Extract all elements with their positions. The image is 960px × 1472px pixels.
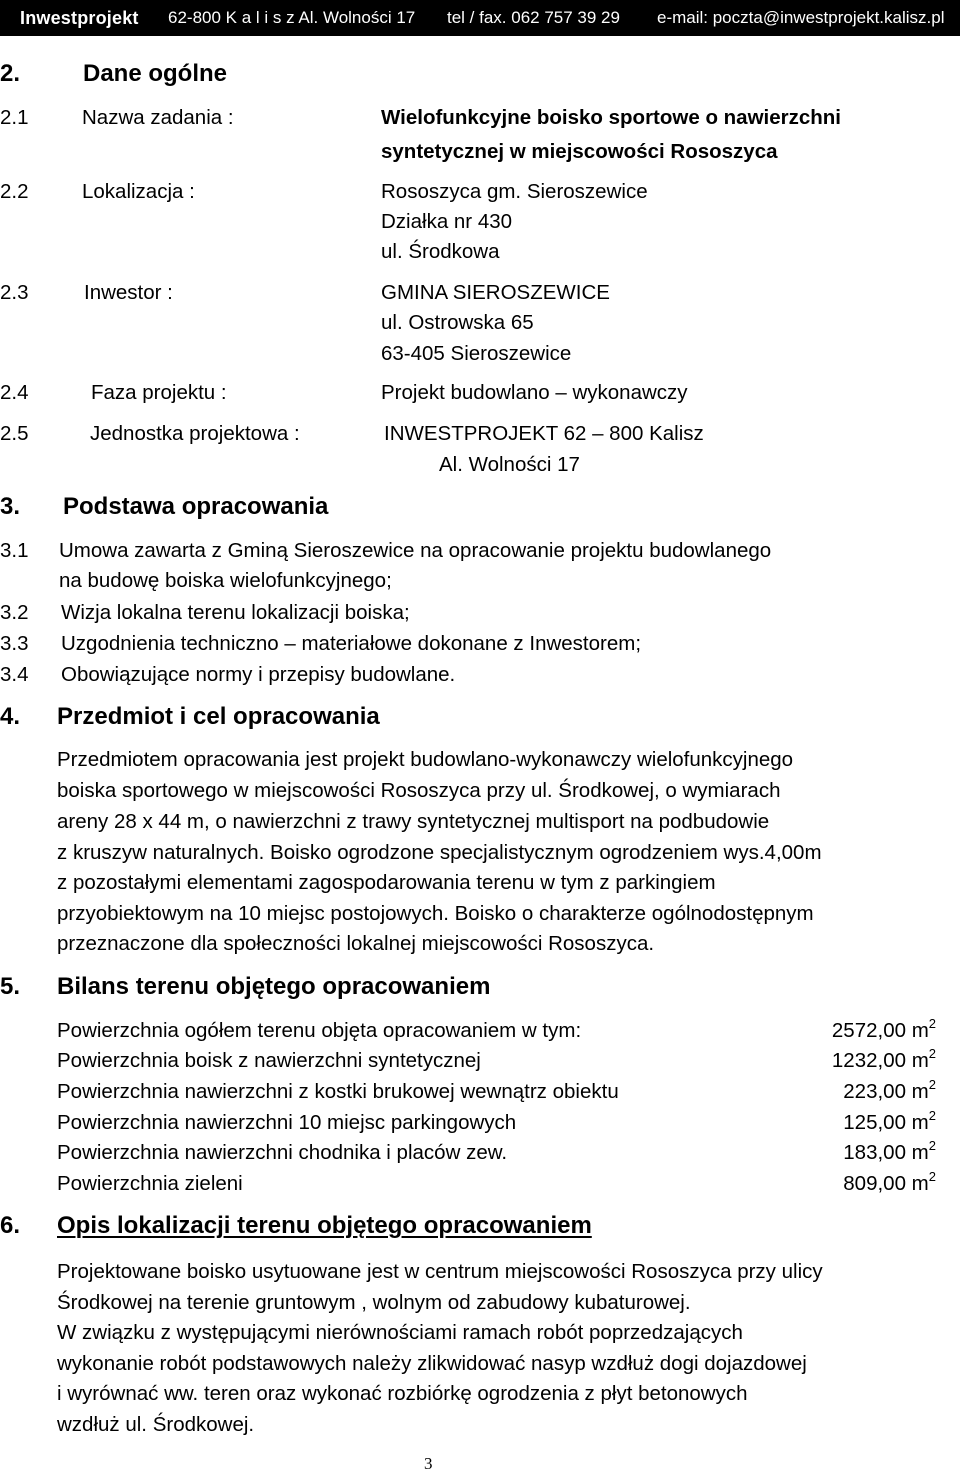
- section-6-paragraph-line: W związku z występującymi nierównościami ramach robót poprzedzających: [57, 1321, 743, 1344]
- item-2-5-value-line1: INWESTPROJEKT 62 – 800 Kalisz: [384, 422, 704, 445]
- item-2-2-number: 2.2: [0, 180, 29, 203]
- item-3-1-line1: Umowa zawarta z Gminą Sieroszewice na opracowanie projektu budowlanego: [59, 539, 772, 562]
- section-2-title: Dane ogólne: [83, 60, 228, 87]
- section-6-number: 6.: [0, 1212, 21, 1239]
- company-phone: tel / fax. 062 757 39 29: [447, 8, 620, 27]
- balance-row-value: 1232,00 $m^2$: [831, 1046, 936, 1072]
- item-2-2-label: Lokalizacja :: [82, 180, 195, 203]
- item-2-3-value-line2: ul. Ostrowska 65: [381, 311, 534, 334]
- balance-row-value: 223,00 $m^2$: [843, 1077, 936, 1103]
- item-2-1-label: Nazwa zadania :: [82, 106, 234, 129]
- section-6-paragraph-line: Projektowane boisko usytuowane jest w centrum miejscowości Rososzyca przy ulicy: [57, 1260, 823, 1283]
- balance-row-label: Powierzchnia boisk z nawierzchni syntetycznej: [57, 1049, 481, 1072]
- section-6-paragraph-line: i wyrównać ww. teren oraz wykonać rozbiórkę ogrodzenia z płyt betonowych: [57, 1382, 748, 1405]
- section-5-title: Bilans terenu objętego opracowaniem: [57, 973, 491, 1000]
- section-4-paragraph-line: przeznaczone dla społeczności lokalnej miejscowości Rososzyca.: [57, 932, 655, 955]
- balance-row-label: Powierzchnia zieleni: [57, 1172, 243, 1195]
- balance-row-value: 2572,00 $m^2$: [831, 1016, 936, 1042]
- item-2-5-number: 2.5: [0, 422, 29, 445]
- item-3-1-line2: na budowę boiska wielofunkcyjnego;: [59, 569, 392, 592]
- item-2-1-value-line2: syntetycznej w miejscowości Rososzyca: [381, 140, 778, 163]
- item-2-3-number: 2.3: [0, 281, 29, 304]
- balance-row-label: Powierzchnia nawierzchni 10 miejsc parkingowych: [57, 1111, 517, 1134]
- section-6-title: Opis lokalizacji terenu objętego opracowaniem: [57, 1212, 592, 1239]
- item-3-2-text: Wizja lokalna terenu lokalizacji boiska;: [61, 601, 410, 624]
- section-3-title: Podstawa opracowania: [63, 493, 329, 520]
- item-3-3-number: 3.3: [0, 632, 29, 655]
- company-email: e-mail: poczta@inwestprojekt.kalisz.pl: [657, 8, 945, 27]
- item-2-4-value: Projekt budowlano – wykonawczy: [381, 381, 688, 404]
- item-2-4-label: Faza projektu :: [91, 381, 227, 404]
- item-3-4-number: 3.4: [0, 663, 29, 686]
- section-6-paragraph-line: Środkowej na terenie gruntowym , wolnym od zabudowy kubaturowej.: [57, 1291, 691, 1314]
- section-2-number: 2.: [0, 60, 21, 87]
- section-4-number: 4.: [0, 703, 21, 730]
- item-2-3-value-line3: 63-405 Sieroszewice: [381, 342, 572, 365]
- section-4-paragraph-line: Przedmiotem opracowania jest projekt budowlano-wykonawczy wielofunkcyjnego: [57, 748, 794, 771]
- item-2-1-number: 2.1: [0, 106, 29, 129]
- item-3-1-number: 3.1: [0, 539, 29, 562]
- company-address: 62-800 K a l i s z Al. Wolności 17: [168, 8, 416, 27]
- section-6-paragraph-line: wzdłuż ul. Środkowej.: [57, 1413, 255, 1436]
- balance-row-label: Powierzchnia ogółem terenu objęta opracowaniem w tym:: [57, 1019, 582, 1042]
- page-number: 3: [424, 1454, 433, 1472]
- balance-row-label: Powierzchnia nawierzchni z kostki brukowej wewnątrz obiektu: [57, 1080, 619, 1103]
- balance-row-value: 183,00 $m^2$: [843, 1138, 936, 1164]
- balance-row-value: 809,00 $m^2$: [843, 1169, 936, 1195]
- item-2-2-value-line3: ul. Środkowa: [381, 240, 500, 263]
- item-2-3-value-line1: GMINA SIEROSZEWICE: [381, 281, 610, 304]
- item-3-2-number: 3.2: [0, 601, 29, 624]
- section-4-paragraph-line: przyobiektowym na 10 miejsc postojowych. Boisko o charakterze ogólnodostępnym: [57, 902, 814, 925]
- item-2-2-value-line2: Działka nr 430: [381, 210, 513, 233]
- item-2-4-number: 2.4: [0, 381, 29, 404]
- item-3-4-text: Obowiązujące normy i przepisy budowlane.: [61, 663, 456, 686]
- item-2-5-label: Jednostka projektowa :: [90, 422, 300, 445]
- item-2-3-label: Inwestor :: [84, 281, 173, 304]
- item-3-3-text: Uzgodnienia techniczno – materiałowe dokonane z Inwestorem;: [61, 632, 642, 655]
- section-3-number: 3.: [0, 493, 21, 520]
- section-4-title: Przedmiot i cel opracowania: [57, 703, 380, 730]
- section-4-paragraph-line: boiska sportowego w miejscowości Rososzyca przy ul. Środkowej, o wymiarach: [57, 779, 781, 802]
- item-2-1-value-line1: Wielofunkcyjne boisko sportowe o nawierzchni: [381, 106, 841, 129]
- section-4-paragraph-line: z kruszyw naturalnych. Boisko ogrodzone specjalistycznym ogrodzeniem wys.4,00m: [57, 841, 822, 864]
- item-2-2-value-line1: Rososzyca gm. Sieroszewice: [381, 180, 648, 203]
- item-2-5-value-line2: Al. Wolności 17: [439, 453, 580, 476]
- company-name: Inwestprojekt: [20, 8, 139, 28]
- letterhead-bar: [0, 0, 960, 36]
- section-5-number: 5.: [0, 973, 21, 1000]
- balance-row-label: Powierzchnia nawierzchni chodnika i placów zew.: [57, 1141, 508, 1164]
- balance-row-value: 125,00 $m^2$: [843, 1108, 936, 1134]
- section-4-paragraph-line: z pozostałymi elementami zagospodarowania terenu w tym z parkingiem: [57, 871, 716, 894]
- section-4-paragraph-line: areny 28 x 44 m, o nawierzchni z trawy syntetycznej multisport na podbudowie: [57, 810, 770, 833]
- section-6-paragraph-line: wykonanie robót podstawowych należy zlikwidować nasyp wzdłuż dogi dojazdowej: [57, 1352, 807, 1375]
